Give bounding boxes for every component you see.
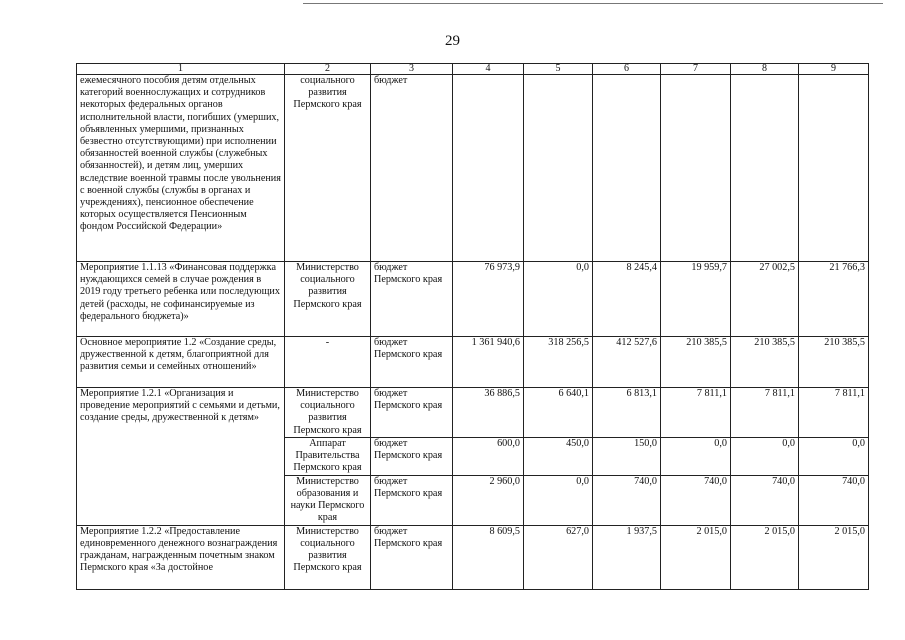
value-cell: 2 960,0 xyxy=(453,475,524,525)
scan-top-border-line xyxy=(303,3,883,4)
value-cell xyxy=(661,75,731,262)
value-cell xyxy=(524,75,593,262)
value-cell: 627,0 xyxy=(524,525,593,589)
value-cell: 76 973,9 xyxy=(453,262,524,337)
value-cell: 0,0 xyxy=(799,438,869,476)
column-header: 7 xyxy=(661,64,731,75)
value-cell: 740,0 xyxy=(593,475,661,525)
value-cell: 19 959,7 xyxy=(661,262,731,337)
executor-cell: Министерство социального развития Пермского края xyxy=(285,262,371,337)
value-cell: 0,0 xyxy=(661,438,731,476)
value-cell: 0,0 xyxy=(524,262,593,337)
value-cell: 740,0 xyxy=(799,475,869,525)
activity-name-cell: ежемесячного пособия детям отдельных категорий военнослужащих и сотрудников некоторых федеральных органов исполнительной власти, погибших (умерших, объявленных умершими, признанных безвестно отсутствующими) при исполнении обязанностей военной службы (служебных обязанностей), и детям лиц, умерших вследствие военной травмы после увольнения с военной службы (службы в органах и учреждениях), пенсионное обеспечение которых осуществляется Пенсионным фондом Российской Федерации» xyxy=(77,75,285,262)
value-cell: 21 766,3 xyxy=(799,262,869,337)
value-cell: 7 811,1 xyxy=(799,388,869,438)
value-cell xyxy=(453,75,524,262)
column-number-row xyxy=(77,64,869,75)
value-cell: 600,0 xyxy=(453,438,524,476)
value-cell: 6 640,1 xyxy=(524,388,593,438)
source-cell: бюджет xyxy=(371,75,453,262)
source-cell: бюджет Пермского края xyxy=(371,262,453,337)
value-cell: 2 015,0 xyxy=(799,525,869,589)
executor-cell: Министерство социального развития Пермского края xyxy=(285,388,371,438)
value-cell: 8 245,4 xyxy=(593,262,661,337)
column-header: 1 xyxy=(77,64,285,75)
activity-name-cell: Основное мероприятие 1.2 «Создание среды, дружественной к детям, благоприятной для развития семьи и семейных отношений» xyxy=(77,337,285,388)
column-header: 5 xyxy=(524,64,593,75)
table-row xyxy=(77,337,869,388)
value-cell: 0,0 xyxy=(524,475,593,525)
value-cell: 2 015,0 xyxy=(731,525,799,589)
executor-cell: Аппарат Правительства Пермского края xyxy=(285,438,371,476)
source-cell: бюджет Пермского края xyxy=(371,388,453,438)
column-header: 6 xyxy=(593,64,661,75)
table-row xyxy=(77,525,869,589)
value-cell: 7 811,1 xyxy=(731,388,799,438)
source-cell: бюджет Пермского края xyxy=(371,337,453,388)
value-cell: 6 813,1 xyxy=(593,388,661,438)
value-cell: 412 527,6 xyxy=(593,337,661,388)
table-row xyxy=(77,262,869,337)
value-cell: 210 385,5 xyxy=(799,337,869,388)
value-cell: 740,0 xyxy=(731,475,799,525)
value-cell: 1 361 940,6 xyxy=(453,337,524,388)
value-cell: 210 385,5 xyxy=(661,337,731,388)
table-row xyxy=(77,388,869,438)
value-cell: 0,0 xyxy=(731,438,799,476)
value-cell: 8 609,5 xyxy=(453,525,524,589)
table-row xyxy=(77,75,869,262)
executor-cell: - xyxy=(285,337,371,388)
value-cell: 36 886,5 xyxy=(453,388,524,438)
value-cell: 150,0 xyxy=(593,438,661,476)
page-number: 29 xyxy=(445,33,460,49)
source-cell: бюджет Пермского края xyxy=(371,438,453,476)
value-cell xyxy=(593,75,661,262)
column-header: 8 xyxy=(731,64,799,75)
column-header: 4 xyxy=(453,64,524,75)
value-cell: 7 811,1 xyxy=(661,388,731,438)
value-cell: 318 256,5 xyxy=(524,337,593,388)
column-header: 3 xyxy=(371,64,453,75)
activity-name-cell: Мероприятие 1.2.1 «Организация и проведение мероприятий с семьями и детьми, создание среды, дружественной к детям» xyxy=(77,388,285,526)
activity-name-cell: Мероприятие 1.2.2 «Предоставление единовременного денежного вознаграждения гражданам, награжденным почетным знаком Пермского края «За достойное xyxy=(77,525,285,589)
budget-table xyxy=(76,63,869,590)
executor-cell: социального развития Пермского края xyxy=(285,75,371,262)
activity-name-cell: Мероприятие 1.1.13 «Финансовая поддержка нуждающихся семей в случае рождения в 2019 году третьего ребенка или последующих детей (расходы, не софинансируемые из федерального бюджета)» xyxy=(77,262,285,337)
value-cell: 27 002,5 xyxy=(731,262,799,337)
column-header: 9 xyxy=(799,64,869,75)
source-cell: бюджет Пермского края xyxy=(371,475,453,525)
source-cell: бюджет Пермского края xyxy=(371,525,453,589)
executor-cell: Министерство образования и науки Пермского края xyxy=(285,475,371,525)
value-cell: 1 937,5 xyxy=(593,525,661,589)
value-cell: 2 015,0 xyxy=(661,525,731,589)
value-cell: 210 385,5 xyxy=(731,337,799,388)
executor-cell: Министерство социального развития Пермского края xyxy=(285,525,371,589)
column-header: 2 xyxy=(285,64,371,75)
value-cell xyxy=(731,75,799,262)
value-cell xyxy=(799,75,869,262)
value-cell: 450,0 xyxy=(524,438,593,476)
value-cell: 740,0 xyxy=(661,475,731,525)
